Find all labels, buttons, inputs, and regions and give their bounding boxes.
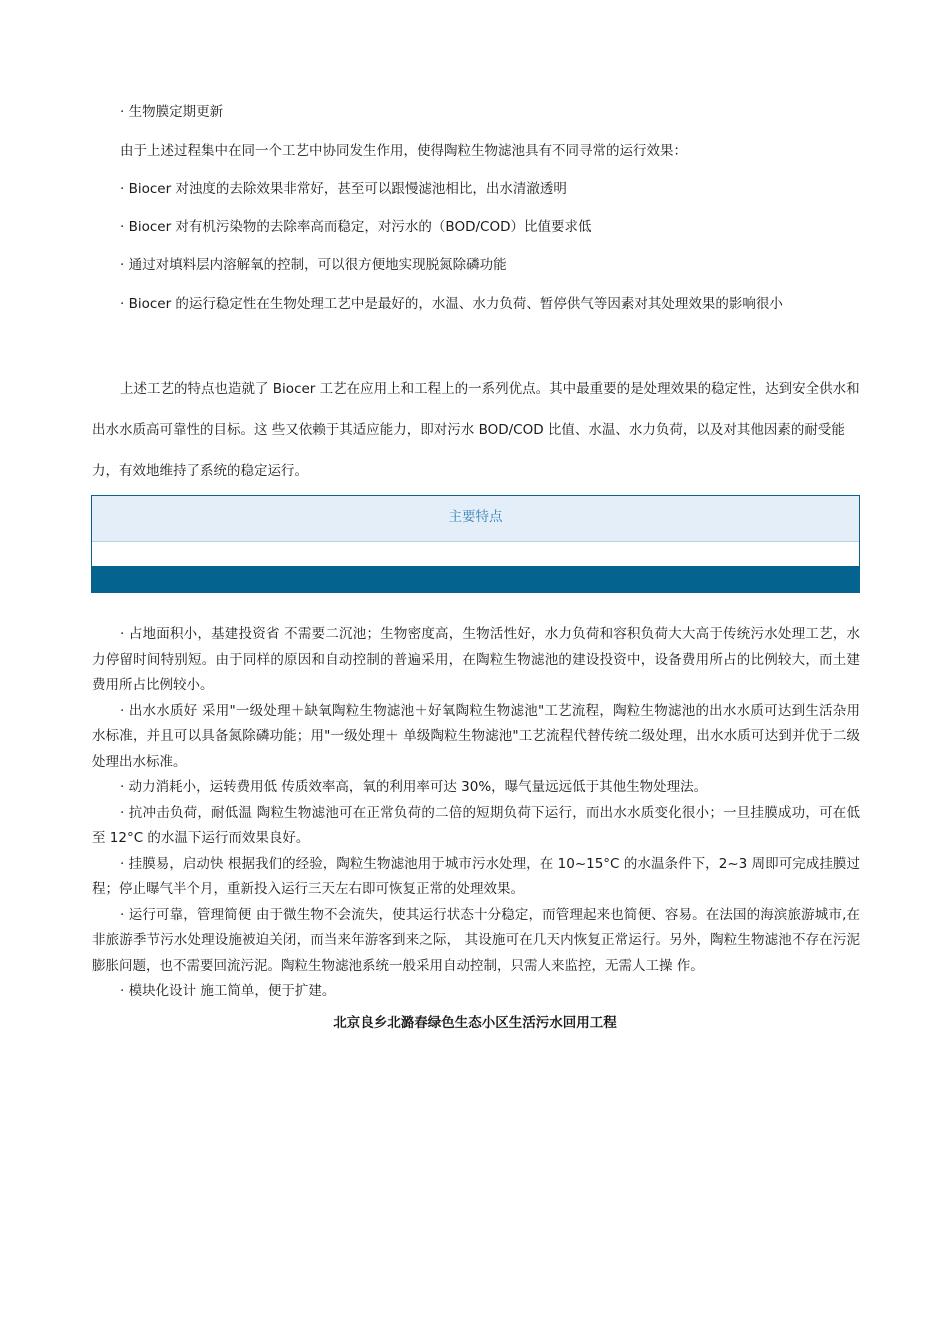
bullet-organic-removal: · Biocer 对有机污染物的去除率高而稳定，对污水的（BOD/COD）比值要求低: [120, 219, 592, 235]
feature-reliable-operation: · 运行可靠，管理简便 由于微生物不会流失，使其运行状态十分稳定，而管理起来也简便、容易。在法国的海滨旅游城市,在非旅游季节污水处理设施被迫关闭，而当来年游客到来之际， 其设施可在几天内恢复正常运行。另外，陶粒生物滤池不存在污泥膨胀问题，也不需要回流污泥。陶粒生物滤池系统一般采用自动控制，只需人来监控，无需人工操 作。: [92, 906, 860, 974]
main-features-body: [92, 542, 859, 566]
feature-quick-start: · 挂膜易，启动快 根据我们的经验，陶粒生物滤池用于城市污水处理，在 10~15°C 的水温条件下，2~3 周即可完成挂膜过程；停止曝气半个月，重新投入运行三天左右即可恢复正常的处理效果。: [92, 855, 860, 897]
main-features-footer-bar: [92, 566, 859, 592]
bullet-turbidity: · Biocer 对浊度的去除效果非常好，甚至可以跟慢滤池相比，出水清澈透明: [120, 181, 567, 197]
feature-small-footprint: · 占地面积小，基建投资省 不需要二沉池；生物密度高，生物活性好，水力负荷和容积负荷大大高于传统污水处理工艺，水力停留时间特别短。由于同样的原因和自动控制的普遍采用，在陶粒生物滤池的建设投资中，设备费用所占的比例较大，而土建费用所占比例较小。: [92, 626, 860, 693]
features-list: [92, 622, 860, 1005]
feature-modular-design: · 模块化设计 施工简单，便于扩建。: [120, 983, 336, 999]
main-features-box: [91, 495, 860, 593]
advantages-paragraph: 上述工艺的特点也造就了 Biocer 工艺在应用上和工程上的一系列优点。其中最重要的是处理效果的稳定性，达到安全供水和出水水质高可靠性的目标。这 些又依赖于其适应能力，即对污水 BOD/COD 比值、水温、水力负荷，以及对其他因素的耐受能力，有效地维持了系统的稳定运行。: [92, 381, 860, 479]
feature-shock-load: · 抗冲击负荷，耐低温 陶粒生物滤池可在正常负荷的二倍的短期负荷下运行，而出水水质变化很小；一旦挂膜成功，可在低至 12°C 的水温下运行而效果良好。: [92, 804, 860, 846]
feature-water-quality: · 出水水质好 采用"一级处理＋缺氧陶粒生物滤池＋好氧陶粒生物滤池"工艺流程，陶粒生物滤池的出水水质可达到生活杂用水标准，并且可以具备氮除磷功能；用"一级处理＋ 单级陶粒生物滤池"工艺流程代替传统二级处理，出水水质可达到并优于二级处理出水标准。: [92, 702, 860, 770]
main-features-title: 主要特点: [92, 496, 859, 542]
bullet-stability: · Biocer 的运行稳定性在生物处理工艺中是最好的，水温、水力负荷、暂停供气等因素对其处理效果的影响很小: [120, 296, 783, 312]
intro-sentence: 由于上述过程集中在同一个工艺中协同发生作用，使得陶粒生物滤池具有不同寻常的运行效果：: [120, 143, 687, 159]
project-caption: 北京良乡北潞春绿色生态小区生活污水回用工程: [333, 1015, 617, 1031]
bullet-biofilm-renewal: · 生物膜定期更新: [120, 104, 224, 120]
feature-low-energy: · 动力消耗小，运转费用低 传质效率高，氧的利用率可达 30%，曝气量远远低于其他生物处理法。: [120, 779, 708, 795]
bullet-denitrification: · 通过对填料层内溶解氧的控制，可以很方便地实现脱氮除磷功能: [120, 257, 507, 273]
